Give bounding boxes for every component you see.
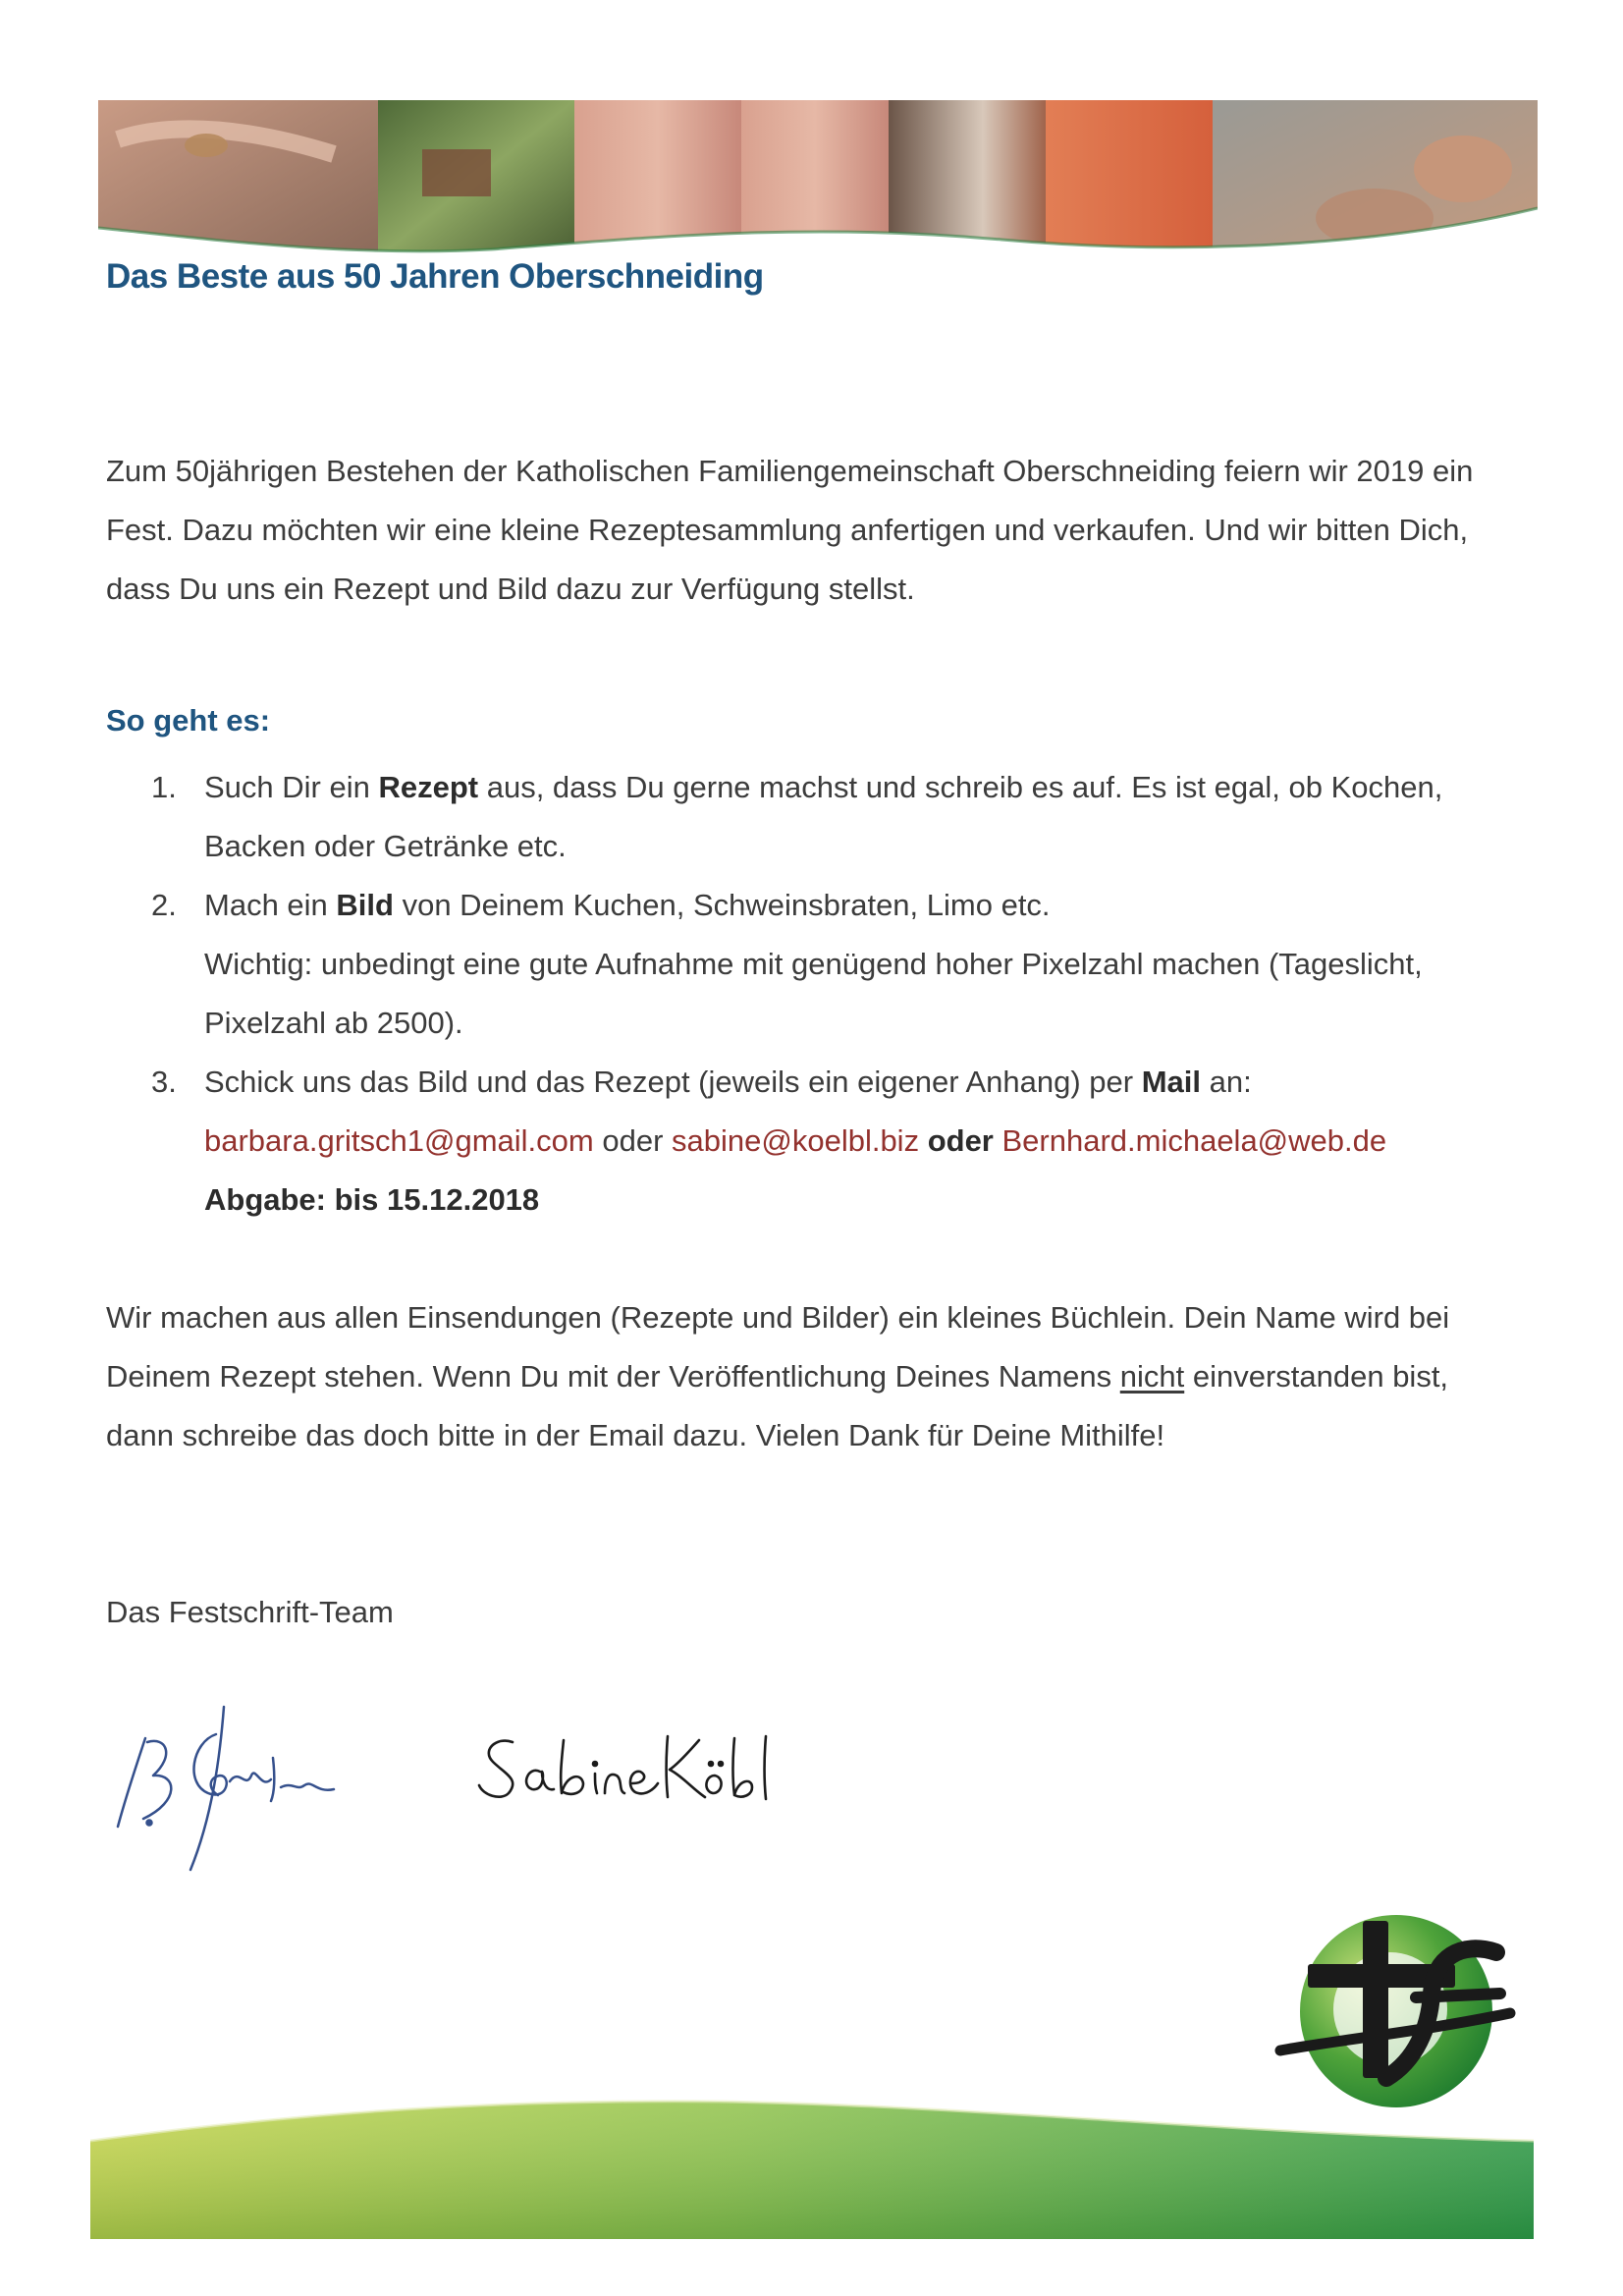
signature-gritsch [106,1699,371,1876]
step-3: 3. Schick uns das Bild und das Rezept (jeweils ein eigener Anhang) per Mail an: barbara.gritsch1@gmail.com oder sabine@koelbl.biz oder Bernhard.michaela@web.de Abgabe: bis 15.12.2018 [147,1053,1542,1230]
email-link-2[interactable]: sabine@koelbl.biz [672,1123,920,1158]
email-link-1[interactable]: barbara.gritsch1@gmail.com [204,1123,594,1158]
header-photo-strip [98,100,1538,257]
step-number: 3. [151,1065,177,1099]
step-2-note: Wichtig: unbedingt eine gute Aufnahme mit genügend hoher Pixelzahl machen (Tageslicht, Pixelzahl ab 2500). [204,947,1423,1040]
email-link-3[interactable]: Bernhard.michaela@web.de [1001,1123,1387,1158]
footer-wave [90,2072,1534,2249]
step-2: 2. Mach ein Bild von Deinem Kuchen, Schweinsbraten, Limo etc. Wichtig: unbedingt eine gute Aufnahme mit genügend hoher Pixelzahl machen (Tageslicht, Pixelzahl ab 2500). [147,876,1542,1053]
team-signoff: Das Festschrift-Team [106,1595,394,1629]
deadline: Abgabe: bis 15.12.2018 [204,1182,540,1217]
howto-heading: So geht es: [106,703,271,738]
signature-koelbl [471,1721,785,1838]
intro-paragraph: Zum 50jährigen Bestehen der Katholischen Familiengemeinschaft Oberschneiding feiern wir 2019 ein Fest. Dazu möchten wir eine kleine Rezeptesammlung anfertigen und verkaufen. Und wir bitten Dich, dass Du uns ein Rezept und Bild dazu zur Verfügung stellst. [106,454,1474,606]
steps-list [147,758,1542,1230]
underlined-word: nicht [1119,1359,1185,1394]
page-title: Das Beste aus 50 Jahren Oberschneiding [106,257,764,296]
step-number: 1. [151,770,177,804]
step-number: 2. [151,888,177,922]
closing-paragraph: Wir machen aus allen Einsendungen (Rezepte und Bilder) ein kleines Büchlein. Dein Name wird bei Deinem Rezept stehen. Wenn Du mit der Veröffentlichung Deines Namens nicht einverstanden bist, dann schreibe das doch bitte in der Email dazu. Vielen Dank für Deine Mithilfe! [106,1300,1450,1452]
step-1: 1. Such Dir ein Rezept aus, dass Du gerne machst und schreib es auf. Es ist egal, ob Kochen, Backen oder Getränke etc. [147,758,1542,876]
